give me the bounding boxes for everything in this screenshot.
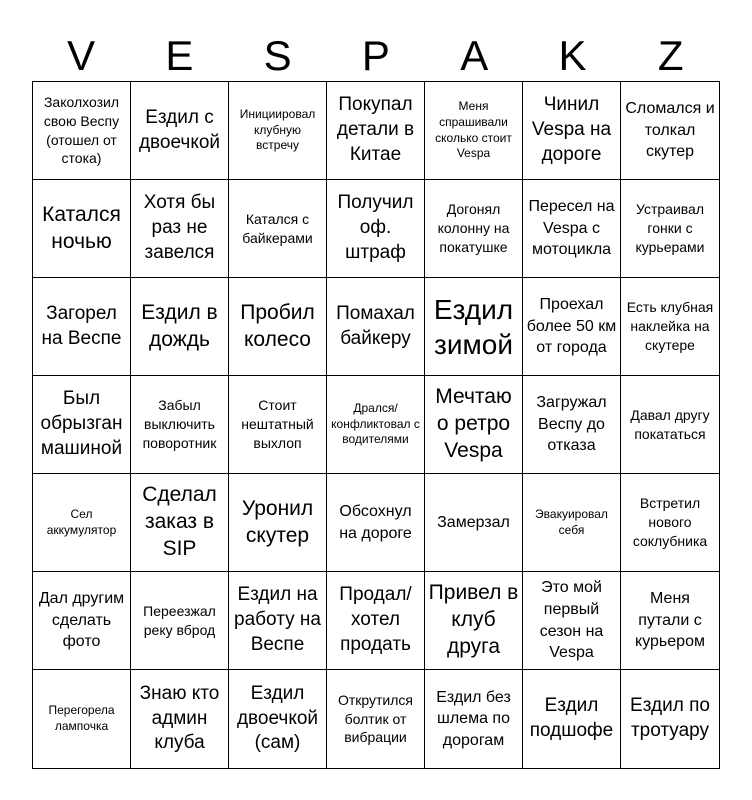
bingo-cell-text: Покупал детали в Китае xyxy=(336,94,415,165)
bingo-cell[interactable] xyxy=(621,180,719,278)
bingo-cell[interactable] xyxy=(229,82,327,180)
bingo-cell-text: Замерзал xyxy=(437,513,510,531)
bingo-cell-text: Забыл выключить поворотник xyxy=(142,397,217,451)
bingo-cell[interactable] xyxy=(523,670,621,768)
bingo-cell-text: Пробил колесо xyxy=(240,300,315,351)
bingo-cell[interactable] xyxy=(33,572,131,670)
bingo-cell-text: Ездил подшофе xyxy=(529,695,614,741)
bingo-cell[interactable] xyxy=(523,278,621,376)
bingo-cell[interactable] xyxy=(523,180,621,278)
bingo-cell[interactable] xyxy=(621,572,719,670)
bingo-cell[interactable] xyxy=(33,278,131,376)
bingo-cell[interactable] xyxy=(131,670,229,768)
bingo-cell[interactable] xyxy=(131,278,229,376)
bingo-cell-text: Катался с байкерами xyxy=(242,210,313,246)
bingo-cell-text: Догонял колонну на покатушке xyxy=(437,201,510,255)
bingo-cell[interactable] xyxy=(33,82,131,180)
bingo-cell-text: Хотя бы раз не завелся xyxy=(143,192,216,263)
bingo-cell[interactable] xyxy=(621,474,719,572)
bingo-cell[interactable] xyxy=(327,474,425,572)
bingo-cell[interactable] xyxy=(425,572,523,670)
bingo-cell-text: Ездил на работу на Веспе xyxy=(234,584,321,655)
bingo-cell[interactable] xyxy=(131,572,229,670)
header-letter-s: S xyxy=(263,32,292,79)
bingo-cell[interactable] xyxy=(229,376,327,474)
bingo-cell[interactable] xyxy=(131,82,229,180)
bingo-cell[interactable] xyxy=(33,670,131,768)
bingo-cell-text: Обсохнул на дороге xyxy=(339,502,412,542)
bingo-cell[interactable] xyxy=(327,82,425,180)
bingo-cell[interactable] xyxy=(523,474,621,572)
bingo-cell[interactable] xyxy=(327,278,425,376)
header-letter-p: P xyxy=(361,32,390,79)
bingo-cell[interactable] xyxy=(33,474,131,572)
bingo-cell[interactable] xyxy=(621,376,719,474)
bingo-grid xyxy=(32,81,720,769)
bingo-cell-text: Загорел на Веспе xyxy=(41,302,122,349)
bingo-cell-text: Пересел на Vespa с мотоцикла xyxy=(528,198,615,259)
bingo-cell[interactable] xyxy=(229,474,327,572)
bingo-cell-text: Устраивал гонки с курьерами xyxy=(635,201,705,255)
bingo-cell[interactable] xyxy=(33,180,131,278)
bingo-cell[interactable] xyxy=(131,180,229,278)
bingo-cell-text: Ездил зимой xyxy=(433,293,514,360)
bingo-cell[interactable] xyxy=(131,474,229,572)
bingo-cell-text: Давал другу покататься xyxy=(630,406,710,442)
bingo-cell[interactable] xyxy=(621,670,719,768)
bingo-cell-text: Стоит нештатный выхлоп xyxy=(241,397,314,451)
header-letter-k: K xyxy=(558,32,587,79)
bingo-header xyxy=(32,28,720,84)
header-letter-v: V xyxy=(67,32,96,79)
bingo-cell-text: Меня путали с курьером xyxy=(635,590,705,651)
bingo-cell[interactable] xyxy=(327,670,425,768)
bingo-cell-text: Заколхозил свою Веспу (отошел от стока) xyxy=(43,93,120,167)
bingo-cell[interactable] xyxy=(523,572,621,670)
bingo-cell-text: Привел в клуб друга xyxy=(428,581,519,658)
bingo-cell[interactable] xyxy=(327,572,425,670)
bingo-cell-text: Был обрызган машиной xyxy=(40,388,123,459)
bingo-cell-text: Мечтаю о ретро Vespa xyxy=(435,385,512,462)
bingo-cell-text: Переезжал реку вброд xyxy=(143,602,216,638)
bingo-cell[interactable] xyxy=(229,278,327,376)
header-letter-a: A xyxy=(460,32,489,79)
bingo-cell-text: Ездил без шлема по дорогам xyxy=(436,688,511,749)
bingo-cell[interactable] xyxy=(523,82,621,180)
bingo-cell-text: Меня спрашивали сколько стоит Vespa xyxy=(435,99,512,161)
bingo-cell-text: Открутился болтик от вибрации xyxy=(337,691,414,746)
bingo-cell-text: Дал другим сделать фото xyxy=(38,590,125,651)
bingo-cell-text: Дрался/конфликтовал с водителями xyxy=(331,401,420,447)
bingo-cell-text: Знаю кто админ клуба xyxy=(139,682,220,754)
bingo-cell-text: Проехал более 50 км от города xyxy=(526,296,617,357)
bingo-cell[interactable] xyxy=(229,572,327,670)
bingo-cell-text: Уронил скутер xyxy=(241,496,314,547)
bingo-cell-text: Перегорела лампочка xyxy=(48,703,115,733)
bingo-cell-text: Чинил Vespa на дороге xyxy=(531,94,612,165)
bingo-cell[interactable] xyxy=(425,670,523,768)
bingo-cell[interactable] xyxy=(229,180,327,278)
bingo-cell[interactable] xyxy=(621,278,719,376)
bingo-cell[interactable] xyxy=(425,180,523,278)
bingo-cell[interactable] xyxy=(425,376,523,474)
header-letter-e: E xyxy=(165,32,194,79)
header-letter-z: Z xyxy=(657,32,684,79)
bingo-cell-text: Ездил в дождь xyxy=(141,300,218,351)
bingo-cell-text: Продал/хотел продать xyxy=(339,584,412,655)
bingo-cell[interactable] xyxy=(229,670,327,768)
bingo-cell[interactable] xyxy=(523,376,621,474)
bingo-cell[interactable] xyxy=(131,376,229,474)
bingo-cell-text: Сломался и толкал скутер xyxy=(625,100,715,161)
bingo-cell[interactable] xyxy=(425,278,523,376)
bingo-cell-text: Есть клубная наклейка на скутере xyxy=(626,299,714,353)
bingo-cell-text: Помахал байкеру xyxy=(336,302,415,349)
bingo-cell[interactable] xyxy=(621,82,719,180)
bingo-cell-text: Ездил по тротуару xyxy=(630,695,710,741)
bingo-cell-text: Эвакуировал себя xyxy=(535,506,608,537)
bingo-cell-text: Это мой первый сезон на Vespa xyxy=(539,579,604,662)
bingo-cell[interactable] xyxy=(327,376,425,474)
bingo-cell-text: Ездил с двоечкой xyxy=(138,106,221,153)
bingo-cell-text: Получил оф. штраф xyxy=(337,192,414,263)
bingo-cell[interactable] xyxy=(327,180,425,278)
bingo-cell[interactable] xyxy=(425,82,523,180)
bingo-cell-text: Инициировал клубную встречу xyxy=(239,107,316,153)
bingo-cell[interactable] xyxy=(425,474,523,572)
bingo-cell-text: Загружал Веспу до отказа xyxy=(536,394,607,455)
bingo-cell-text: Сел аккумулятор xyxy=(46,506,117,537)
bingo-cell[interactable] xyxy=(33,376,131,474)
bingo-cell-text: Сделал заказ в SIP xyxy=(142,483,217,560)
bingo-cell-text: Ездил двоечкой (сам) xyxy=(236,682,319,754)
bingo-cell-text: Встретил нового соклубника xyxy=(632,495,708,549)
bingo-cell-text: Катался ночью xyxy=(42,202,121,253)
